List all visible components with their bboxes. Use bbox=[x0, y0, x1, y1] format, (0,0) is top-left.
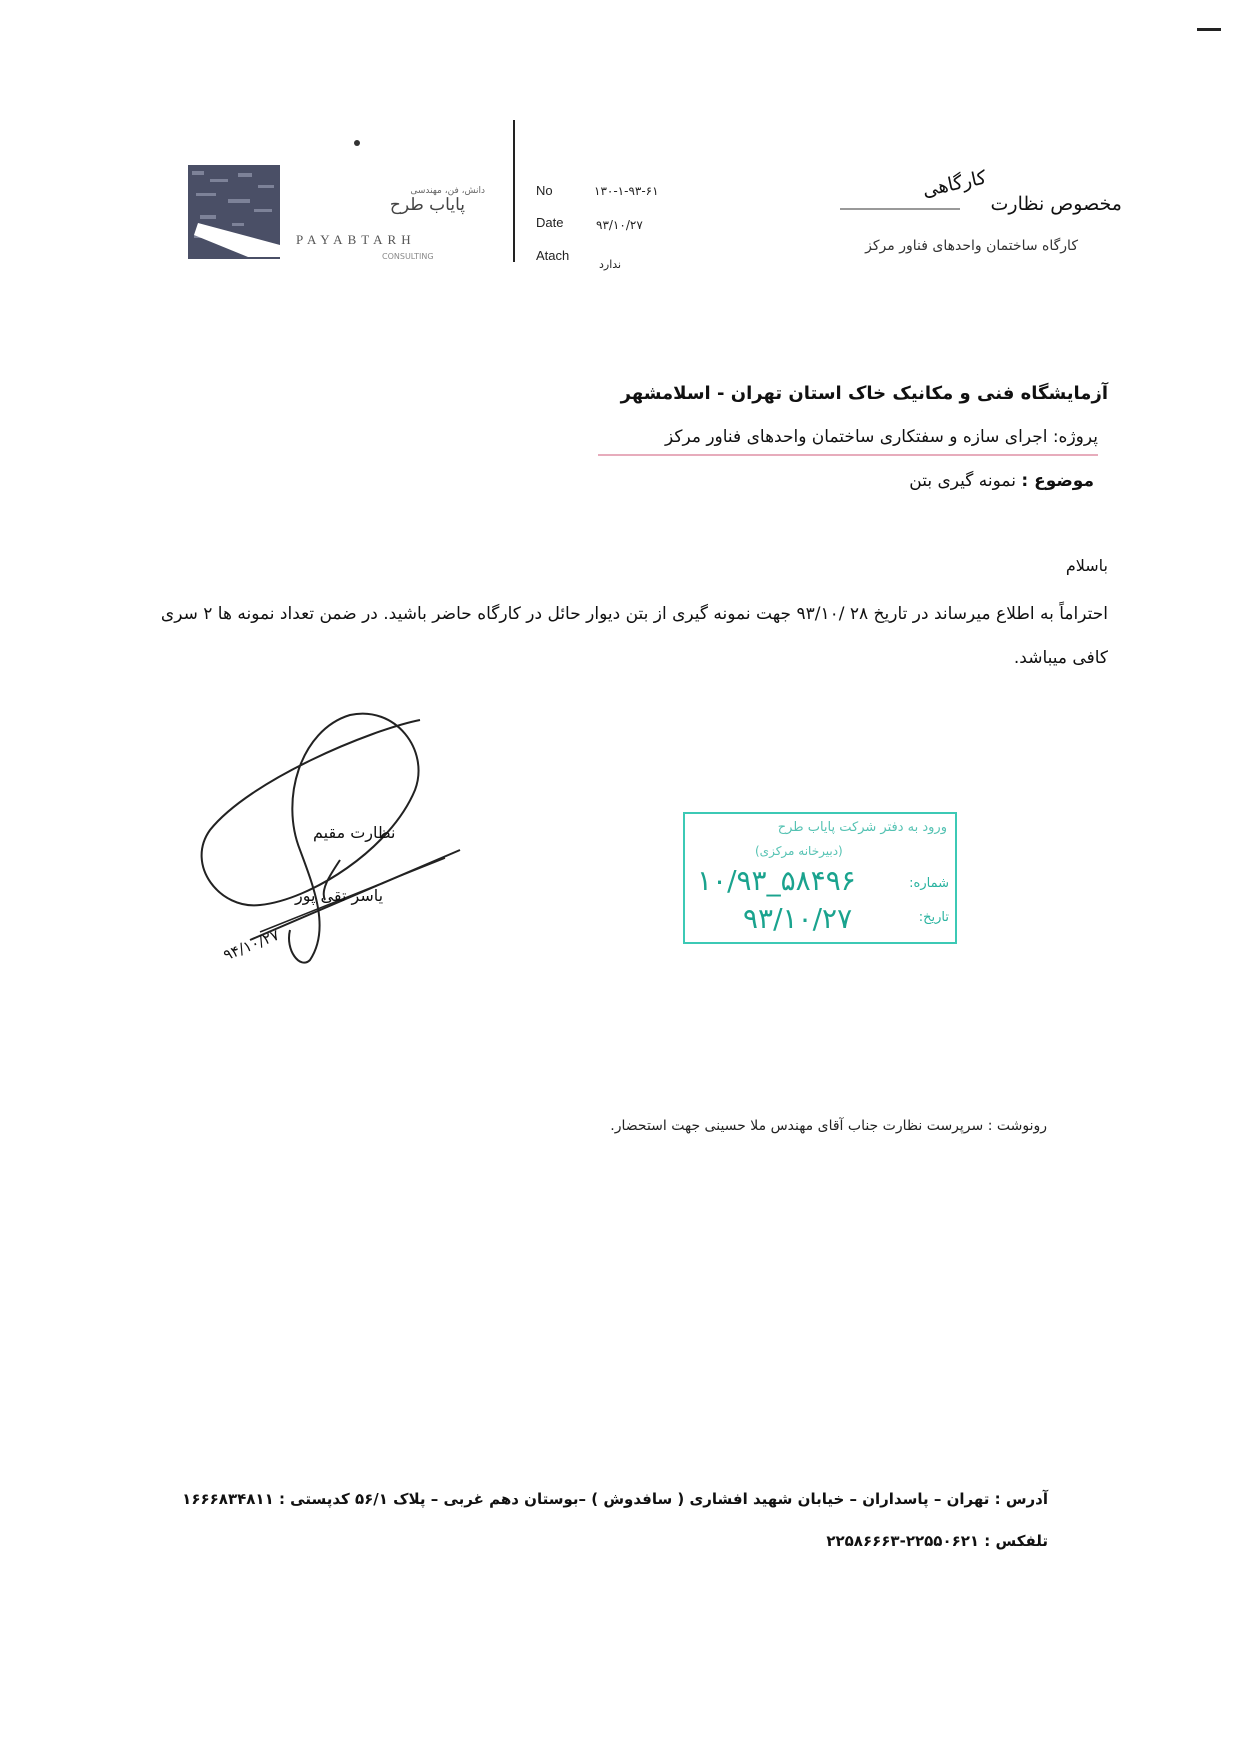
department-handwritten: کارگاهی bbox=[920, 166, 989, 202]
stamp-subheader: (دبیرخانه مرکزی) bbox=[755, 844, 843, 858]
project-underline bbox=[598, 454, 1098, 456]
stamp-date-value: ۹۳/۱۰/۲۷ bbox=[743, 902, 853, 935]
stamp-header: ورود به دفتر شرکت پایاب طرح bbox=[777, 820, 947, 835]
carbon-copy-note: رونوشت : سرپرست نظارت جناب آقای مهندس ملا حسینی جهت استحضار. bbox=[610, 1118, 1047, 1134]
body-paragraph: احتراماً به اطلاع میرساند در تاریخ ۲۸ /۹۳/۱۰ جهت نمونه گیری از بتن دیوار حائل در کارگاه حاضر باشید. در ضمن تعداد نمونه ها ۲ سری کافی میباشد. bbox=[160, 604, 1108, 668]
greeting: باسلام bbox=[1065, 556, 1108, 575]
department-subtitle: کارگاه ساختمان واحدهای فناور مرکز bbox=[865, 238, 1078, 254]
letter-date-value: ۹۳/۱۰/۲۷ bbox=[596, 218, 643, 232]
stamp-number-label: شماره: bbox=[909, 876, 949, 891]
subject-line bbox=[909, 471, 1094, 491]
logo-caption-fa: دانش، فن، مهندسی bbox=[410, 186, 485, 196]
letter-number-value: ۱۳۰-۱-۹۳-۶۱ bbox=[594, 184, 659, 198]
subject-value: نمونه گیری بتن bbox=[909, 471, 1016, 491]
company-logo-icon bbox=[188, 165, 280, 259]
registration-stamp bbox=[683, 812, 957, 944]
project-line: پروژه: اجرای سازه و سفتکاری ساختمان واحدهای فناور مرکز bbox=[664, 427, 1098, 447]
department-underline bbox=[840, 208, 960, 210]
page-corner-mark bbox=[1197, 28, 1221, 31]
signatory-title: نظارت مقیم bbox=[313, 823, 396, 842]
signature-date: ۹۴/۱۰/۲۷ bbox=[220, 925, 282, 965]
logo-company-name-fa: پایاب طرح bbox=[389, 195, 465, 215]
footer-fax: تلفکس : ۲۲۵۵۰۶۲۱-۲۲۵۸۶۶۶۳ bbox=[826, 1532, 1048, 1550]
department-title: مخصوص نظارت bbox=[990, 193, 1122, 215]
letter-attachment-value: ندارد bbox=[599, 258, 622, 271]
logo-caption-en: CONSULTING bbox=[382, 252, 434, 261]
recipient: آزمایشگاه فنی و مکانیک خاک استان تهران - اسلامشهر bbox=[620, 383, 1108, 404]
footer-address: آدرس : تهران – پاسداران – خیابان شهید افشاری ( سافدوش ) –بوستان دهم غربی – پلاک ۵۶/۱ کدپستی : ۱۶۶۶۸۳۴۸۱۱ bbox=[182, 1490, 1048, 1508]
letter-number-label: No bbox=[536, 183, 553, 198]
subject-label: موضوع : bbox=[1021, 471, 1094, 491]
stamp-number-value: ۱۰/۹۳_۵۸۴۹۶ bbox=[697, 864, 856, 897]
logo-company-name-en: PAYABTARH bbox=[296, 232, 416, 247]
signatory-name: یاسر تقی پور bbox=[295, 886, 384, 905]
logo-dot bbox=[354, 140, 360, 146]
header-divider bbox=[513, 120, 515, 262]
letter-attachment-label: Atach bbox=[536, 248, 570, 263]
letter-date-label: Date bbox=[536, 215, 564, 230]
stamp-date-label: تاریخ: bbox=[918, 910, 949, 925]
